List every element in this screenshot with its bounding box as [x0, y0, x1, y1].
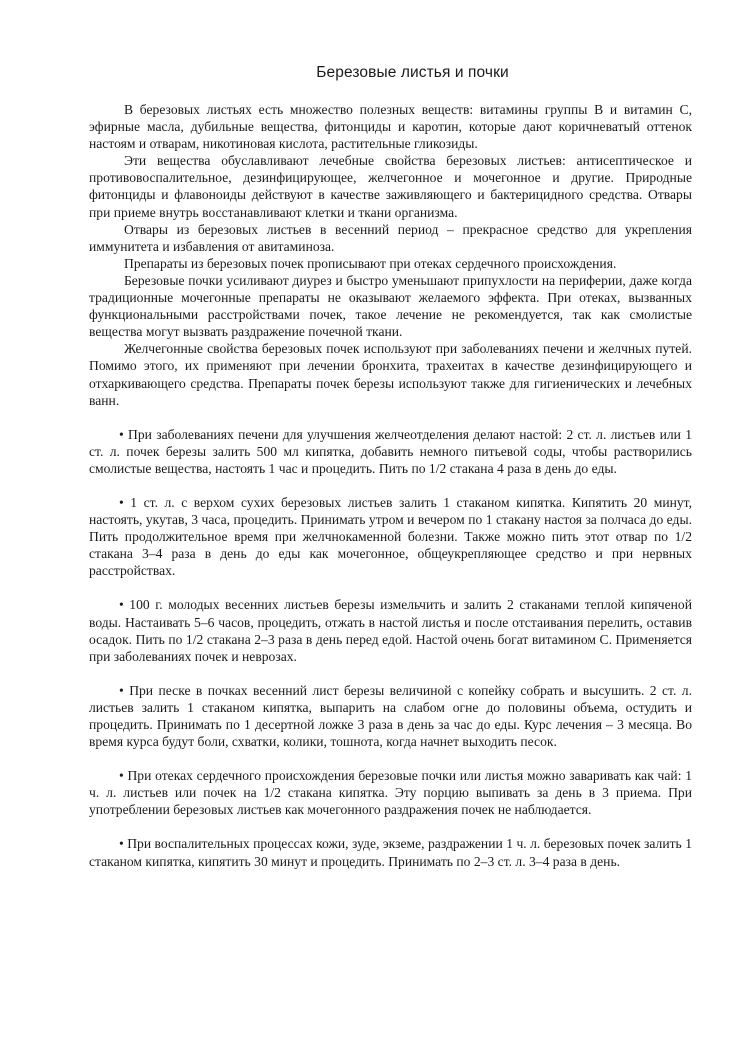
recipe-kidney-sand: • При песке в почках весенний лист березы величиной с копейку собрать и высушить. 2 ст. л. листьев залить 1 стаканом кипятка, выпарить на слабом огне до половины объема, остудить и процедить. Принимать по 1 десертной ложке 3 раза в день за час до еды. Курс лечения – 3 месяца. Во время курса будут боли, схватки, колики, тошнота, когда начнет выходить песок.: [89, 682, 692, 750]
document-title: Березовые листья и почки: [316, 64, 509, 81]
intro-paragraph-buds-edema: Препараты из березовых почек прописывают при отеках сердечного происхождения.: [124, 255, 617, 271]
intro-paragraph-vitamins: В березовых листьях есть множество полезных веществ: витамины группы В и витамин С, эфирные масла, дубильные вещества, фитонциды и каротин, которые дают коричневатый оттенок настоям и отварам, никотиновая кислота, растительные гликозиды.: [89, 102, 692, 152]
recipe-liver: • При заболеваниях печени для улучшения желчеотделения делают настой: 2 ст. л. листьев или 1 ст. л. почек березы залить 500 мл кипятка, добавить немного питьевой соды, чтобы растворились смолистые вещества, настоять 1 час и процедить. Пить по 1/2 стакана 4 раза в день до еды.: [89, 426, 692, 476]
recipe-skin-inflammation: • При воспалительных процессах кожи, зуде, экземе, раздражении 1 ч. л. березовых почек залить 1 стаканом кипятка, кипятить 30 минут и процедить. Принимать по 2–3 ст. л. 3–4 раза в день.: [89, 836, 692, 869]
section-spacer: [89, 818, 692, 835]
recipe-cardiac-edema: • При отеках сердечного происхождения березовые почки или листья можно заваривать как чай: 1 ч. л. листьев или почек на 1/2 стакана кипятка. Эту порцию выпивать за день в 3 приема. При употреблении березовых листьев как мочегонного раздражения почек не наблюдается.: [89, 768, 692, 818]
section-spacer: [89, 579, 692, 596]
section-spacer: [89, 665, 692, 682]
intro-paragraph-choleretic: Желчегонные свойства березовых почек используют при заболеваниях печени и желчных путей. Помимо этого, их применяют при лечении бронхита, трахеитах в качестве дезинфицирующего и отхаркивающего средства. Препараты почек березы используют также для гигиенических и лечебных ванн.: [89, 341, 692, 408]
intro-paragraph-properties: Эти вещества обуславливают лечебные свойства березовых листьев: антисептическое и противовоспалительное, дезинфицирующее, желчегонное и мочегонное и другие. Природные фитонциды и флавоноиды действуют в качестве заживляющего и бактерицидного средства. Отвары при приеме внутрь восстанавливают клетки и ткани организма.: [89, 153, 692, 220]
recipe-young-leaves: • 100 г. молодых весенних листьев березы измельчить и залить 2 стаканами теплой кипяченой воды. Настаивать 5–6 часов, процедить, отжать в настой листья и после отстаивания перелить, оставив осадок. Пить по 1/2 стакана 2–3 раза в день перед едой. Настой очень богат витамином С. Применяется при заболеваниях почек и неврозах.: [89, 597, 692, 664]
intro-paragraph-diuresis: Березовые почки усиливают диурез и быстро уменьшают припухлости на периферии, даже когда традиционные мочегонные препараты не оказывают желаемого эффекта. При отеках, вызванных функциональными расстройствами почек, такое лечение не рекомендуется, так как смолистые вещества могут вызвать раздражение почечной ткани.: [89, 272, 692, 340]
section-spacer: [89, 409, 692, 426]
document-page: [89, 64, 692, 870]
intro-paragraph-immunity: Отвары из березовых листьев в весенний период – прекрасное средство для укрепления иммунитета и избавления от авитаминоза.: [89, 221, 692, 254]
section-spacer: [89, 477, 692, 494]
section-spacer: [89, 750, 692, 767]
recipe-dry-leaves: • 1 ст. л. с верхом сухих березовых листьев залить 1 стаканом кипятка. Кипятить 20 минут, настоять, укутав, 3 часа, процедить. Принимать утром и вечером по 1 стакану настоя за полчаса до еды. Пить продолжительное время при желчнокаменной болезни. Также можно пить этот отвар по 1/2 стакана 3–4 раза в день до еды как мочегонное, общеукрепляющее средство и при нервных расстройствах.: [89, 494, 692, 579]
